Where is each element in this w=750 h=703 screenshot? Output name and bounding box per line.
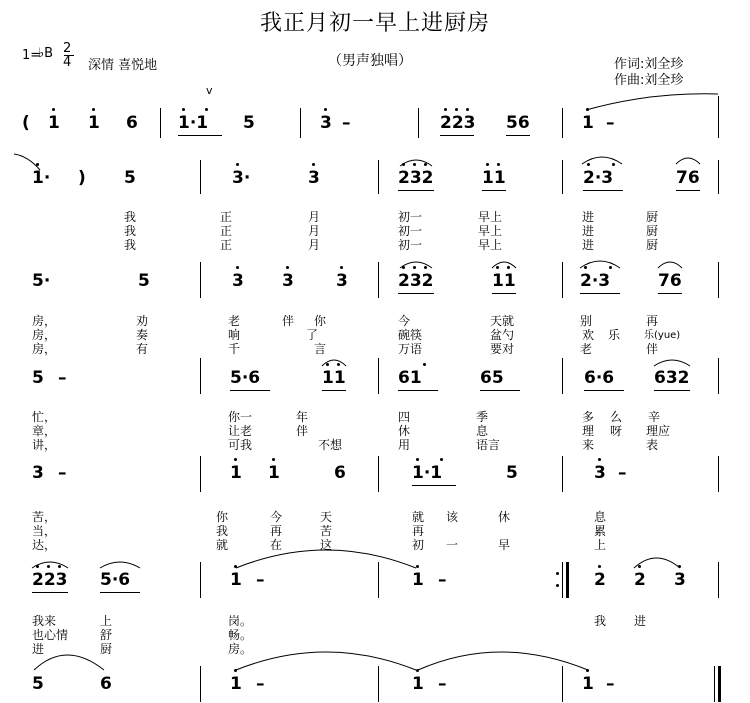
lyric: 达， <box>32 538 57 552</box>
slur <box>658 262 682 268</box>
octave-dot <box>584 266 587 269</box>
note: 5 <box>32 368 44 388</box>
note: – <box>438 674 447 694</box>
lyric: 早上 <box>478 238 503 252</box>
note: 2·3 <box>580 271 611 291</box>
lyric: 言 <box>314 342 327 356</box>
lyric: 正 <box>220 210 233 224</box>
lyric: 该 <box>446 510 459 524</box>
note: 6 <box>126 113 138 133</box>
lyric: 在 <box>270 538 283 552</box>
lyric: 息 <box>594 510 607 524</box>
lyric: 碗筷 <box>398 328 423 342</box>
note: 3 <box>336 271 348 291</box>
tie <box>14 154 40 170</box>
note: – <box>618 463 627 483</box>
lyric: 就 <box>216 538 229 552</box>
lyric: 正 <box>220 224 233 238</box>
note: – <box>606 674 615 694</box>
octave-dot <box>36 565 39 568</box>
note: 5 <box>32 674 44 694</box>
note: 1 <box>268 463 280 483</box>
note: 232 <box>398 271 434 291</box>
lyric: 畅。 <box>228 628 253 642</box>
tie <box>586 94 718 110</box>
octave-dot <box>444 108 447 111</box>
lyric: 初一 <box>398 238 423 252</box>
lyric: 厨 <box>646 210 659 224</box>
lyric: 一 <box>446 538 459 552</box>
lyric: 来 <box>582 438 595 452</box>
lyric: 正 <box>220 238 233 252</box>
lyric: 讲， <box>32 438 57 452</box>
octave-dot <box>234 669 237 672</box>
note: 1 <box>582 674 594 694</box>
note: 65 <box>480 368 504 388</box>
lyric: 再 <box>412 524 425 538</box>
lyric: 你 <box>314 314 327 328</box>
breath-mark: v <box>206 84 213 97</box>
slur <box>676 158 700 164</box>
octave-dot <box>286 266 289 269</box>
octave-dot <box>413 163 416 166</box>
octave-dot <box>272 458 275 461</box>
lyric: 当， <box>32 524 57 538</box>
octave-dot <box>402 163 405 166</box>
octave-dot <box>52 108 55 111</box>
lyric: 厨 <box>100 642 113 656</box>
lyric: 理应 <box>646 424 671 438</box>
note: 6·6 <box>584 368 615 388</box>
note: 1 <box>230 463 242 483</box>
note: 3 <box>32 463 44 483</box>
octave-dot <box>598 458 601 461</box>
octave-dot <box>507 266 510 269</box>
note: ( <box>22 113 30 133</box>
note: – <box>256 674 265 694</box>
lyric: 千 <box>228 342 241 356</box>
note: 5 <box>506 463 518 483</box>
octave-dot <box>424 163 427 166</box>
note: 1 <box>88 113 100 133</box>
lyric: 老 <box>228 314 241 328</box>
lyric: 进 <box>634 614 647 628</box>
lyric: 欢 <box>582 328 595 342</box>
lyric: 再 <box>270 524 283 538</box>
lyric: 房。 <box>228 642 253 656</box>
lyric: 让老 <box>228 424 253 438</box>
song-title: 我正月初一早上进厨房 <box>259 11 490 36</box>
lyric: 这 <box>320 538 333 552</box>
lyric: 我 <box>216 524 229 538</box>
octave-dot <box>58 565 61 568</box>
note: 632 <box>654 368 690 388</box>
note: – <box>438 570 447 590</box>
lyric: 你 <box>216 510 229 524</box>
lyric: 要对 <box>490 342 515 356</box>
song-subtitle: （男声独唱） <box>328 53 412 69</box>
lyric: 年 <box>296 410 309 424</box>
slur <box>654 360 690 366</box>
octave-dot <box>416 565 419 568</box>
octave-dot <box>236 163 239 166</box>
lyric: 累 <box>594 524 607 538</box>
note: 5 <box>124 168 136 188</box>
lyric: 初一 <box>398 210 423 224</box>
lyric: 别 <box>580 314 593 328</box>
octave-dot <box>440 458 443 461</box>
lyric: 苦， <box>32 510 57 524</box>
note: 6 <box>334 463 346 483</box>
note: 223 <box>440 113 476 133</box>
lyric: 今 <box>270 510 283 524</box>
octave-dot <box>466 108 469 111</box>
lyric: 房， <box>32 314 57 328</box>
octave-dot <box>234 565 237 568</box>
note: 61 <box>398 368 422 388</box>
lyric: 月 <box>308 210 321 224</box>
octave-dot <box>455 108 458 111</box>
lyric: 息 <box>476 424 489 438</box>
octave-dot <box>598 565 601 568</box>
lyric: 用 <box>398 438 411 452</box>
slur <box>34 655 104 670</box>
lyric: 上 <box>594 538 607 552</box>
tie <box>236 550 416 568</box>
lyric: 章， <box>32 424 57 438</box>
note: 3 <box>594 463 606 483</box>
octave-dot <box>586 108 589 111</box>
note: 5·6 <box>230 368 261 388</box>
note: 2 <box>594 570 606 590</box>
lyric: 多 <box>582 410 595 424</box>
note: 5·6 <box>100 570 131 590</box>
octave-dot <box>413 266 416 269</box>
octave-dot <box>234 458 237 461</box>
note: 1· <box>32 168 51 188</box>
lyric: 进 <box>32 642 45 656</box>
note: 1 <box>230 674 242 694</box>
note: 11 <box>482 168 506 188</box>
lyric: 了 <box>306 328 319 342</box>
note: 76 <box>676 168 700 188</box>
lyric: 呀 <box>610 424 623 438</box>
lyric: 奏 <box>136 328 149 342</box>
note: 11 <box>322 368 346 388</box>
octave-dot <box>497 163 500 166</box>
lyric: 休 <box>398 424 411 438</box>
lyric: 可我 <box>228 438 253 452</box>
octave-dot <box>337 363 340 366</box>
lyric: 进 <box>582 210 595 224</box>
tie <box>418 652 588 670</box>
lyric: 再 <box>646 314 659 328</box>
lyric: 老 <box>580 342 593 356</box>
note: 76 <box>658 271 682 291</box>
lyric: 四 <box>398 410 411 424</box>
note: 56 <box>506 113 530 133</box>
key-flat: ♭B <box>38 46 54 61</box>
lyric: 理 <box>582 424 595 438</box>
note: – <box>58 463 67 483</box>
octave-dot <box>638 565 641 568</box>
lyric: 你一 <box>228 410 253 424</box>
octave-dot <box>612 163 615 166</box>
note: 5· <box>32 271 51 291</box>
lyric: 天就 <box>490 314 515 328</box>
lyric: 我 <box>124 224 137 238</box>
note: 3· <box>232 168 251 188</box>
note: 5 <box>138 271 150 291</box>
note: 3 <box>232 271 244 291</box>
slur <box>100 562 140 568</box>
composer-credit: 作曲:刘全珍 <box>614 73 684 88</box>
lyric: 岗。 <box>228 614 253 628</box>
note: – <box>606 113 615 133</box>
octave-dot <box>496 266 499 269</box>
octave-dot <box>205 108 208 111</box>
lyric: 有 <box>136 342 149 356</box>
lyric: 今 <box>398 314 411 328</box>
lyric: 月 <box>308 224 321 238</box>
octave-dot <box>236 266 239 269</box>
note: 3 <box>308 168 320 188</box>
lyric: 盆勺 <box>490 328 515 342</box>
lyric: 劝 <box>136 314 149 328</box>
lyric: 早上 <box>478 224 503 238</box>
lyric: 响 <box>228 328 241 342</box>
note: 1·1 <box>178 113 209 133</box>
note: 1 <box>230 570 242 590</box>
lyric: 苦 <box>320 524 333 538</box>
note: 1 <box>412 674 424 694</box>
note: – <box>342 113 351 133</box>
octave-dot <box>324 108 327 111</box>
lyric: 我 <box>594 614 607 628</box>
lyric: 厨 <box>646 238 659 252</box>
lyric: 辛 <box>648 410 661 424</box>
lyric: 乐 <box>608 328 621 342</box>
note: 1 <box>582 113 594 133</box>
lyric: 进 <box>582 238 595 252</box>
note: 3 <box>320 113 332 133</box>
octave-dot <box>402 266 405 269</box>
tie <box>236 652 416 670</box>
note: 5 <box>243 113 255 133</box>
octave-dot <box>609 266 612 269</box>
lyric: 语言 <box>476 438 501 452</box>
octave-dot <box>423 363 426 366</box>
lyric: 月 <box>308 238 321 252</box>
lyric: 厨 <box>646 224 659 238</box>
note: – <box>256 570 265 590</box>
tempo-marking: 深情 喜悦地 <box>88 58 158 73</box>
lyric: 我 <box>124 238 137 252</box>
note: 3 <box>282 271 294 291</box>
note: 2·3 <box>583 168 614 188</box>
octave-dot <box>36 163 39 166</box>
octave-dot <box>47 565 50 568</box>
time-sig-top: 2 <box>63 41 72 56</box>
lyric: 初 <box>412 538 425 552</box>
lyric: 初一 <box>398 224 423 238</box>
note: 223 <box>32 570 68 590</box>
note: ) <box>78 168 86 188</box>
lyric: 伴 <box>282 314 295 328</box>
lyric: 不想 <box>318 438 343 452</box>
lyricist-credit: 作词:刘全珍 <box>614 57 684 72</box>
lyric: 忙， <box>32 410 57 424</box>
note: 6 <box>100 674 112 694</box>
octave-dot <box>587 163 590 166</box>
octave-dot <box>486 163 489 166</box>
lyric: 乐(yue) <box>644 330 681 341</box>
octave-dot <box>92 108 95 111</box>
lyric: 上 <box>100 614 113 628</box>
lyric: 进 <box>582 224 595 238</box>
lyric: 表 <box>646 438 659 452</box>
time-sig-bottom: 4 <box>63 55 72 70</box>
note: 1 <box>412 570 424 590</box>
octave-dot <box>678 565 681 568</box>
note: 11 <box>492 271 516 291</box>
octave-dot <box>416 669 419 672</box>
octave-dot <box>424 266 427 269</box>
lyric: 万语 <box>398 342 423 356</box>
octave-dot <box>182 108 185 111</box>
key-signature: 1= <box>22 48 42 63</box>
octave-dot <box>312 163 315 166</box>
lyric: 舒 <box>100 628 113 642</box>
octave-dot <box>340 266 343 269</box>
octave-dot <box>326 363 329 366</box>
lyric: 也心情 <box>32 628 69 642</box>
lyric: 我 <box>124 210 137 224</box>
note: 1 <box>48 113 60 133</box>
lyric: 就 <box>412 510 425 524</box>
lyric: 房， <box>32 328 57 342</box>
lyric: 房， <box>32 342 57 356</box>
lyric: 早上 <box>478 210 503 224</box>
note: 232 <box>398 168 434 188</box>
lyric: 早 <box>498 538 511 552</box>
lyric: 休 <box>498 510 511 524</box>
lyric: 么 <box>610 410 623 424</box>
octave-dot <box>416 458 419 461</box>
note: – <box>58 368 67 388</box>
lyric: 天 <box>320 510 333 524</box>
note: 1·1 <box>412 463 443 483</box>
lyric: 伴 <box>296 424 309 438</box>
lyric: 季 <box>476 410 489 424</box>
lyric: 我来 <box>32 614 57 628</box>
note: 3 <box>674 570 686 590</box>
octave-dot <box>586 669 589 672</box>
note: 2 <box>634 570 646 590</box>
lyric: 伴 <box>646 342 659 356</box>
